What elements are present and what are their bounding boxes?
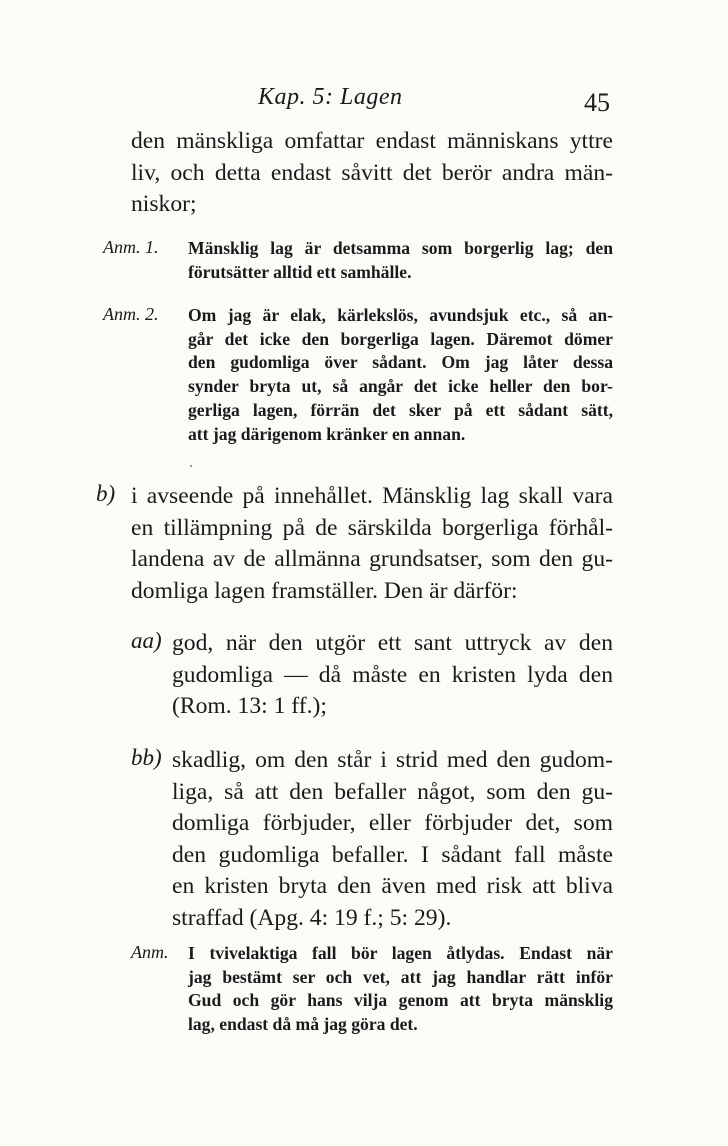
- text-line: den mänskliga omfattar endast människans yttre: [131, 128, 613, 154]
- text-line: straffad (Apg. 4: 19 f.; 5: 29).: [172, 904, 452, 931]
- text-line: i avseende på innehållet. Mänsklig lag skall vara: [131, 483, 613, 509]
- text-line: den gudomliga befaller. I sådant fall måste: [172, 841, 613, 868]
- note-line: gerliga lagen, förrän det sker på ett sådant sätt,: [188, 399, 613, 420]
- note-line: jag bestämt ser och vet, att jag handlar rätt inför: [188, 966, 613, 987]
- note-line: att jag därigenom kränker en annan.: [188, 423, 466, 444]
- text-line: liv, och detta endast såvitt det berör andra män-: [131, 159, 613, 186]
- note-line: I tvivelaktiga fall bör lagen åtlydas. Endast när: [188, 943, 613, 963]
- text-line: landena av de allmänna grundsatser, som den gu-: [131, 546, 613, 572]
- note-line: Om jag är elak, kärlekslös, avundsjuk etc., så an-: [188, 305, 613, 325]
- note-label: Anm. 1.: [103, 237, 159, 257]
- text-line: niskor;: [131, 191, 197, 217]
- text-line: domliga lagen framställer. Den är därför:: [131, 577, 518, 604]
- paragraph-b: [131, 481, 613, 607]
- page-number: 45: [584, 88, 610, 117]
- item-label-b: b): [96, 481, 116, 506]
- text-line: en tillämpning på de särskilda borgerliga förhål-: [131, 514, 613, 541]
- text-line: domliga förbjuder, eller förbjuder det, som: [172, 810, 613, 836]
- text-line: en kristen bryta den även med risk att bliva: [172, 873, 613, 899]
- note-line: synder bryta ut, så angår det icke heller den bor-: [188, 376, 613, 397]
- paragraph-bb: [172, 745, 613, 934]
- paragraph-aa: [172, 628, 613, 723]
- text-line: skadlig, om den står i strid med den gudom-: [172, 747, 613, 773]
- note-line: Gud och gör hans vilja genom att bryta mänsklig: [188, 990, 613, 1011]
- text-line: (Rom. 13: 1 ff.);: [172, 693, 327, 719]
- intro-paragraph: [131, 126, 613, 221]
- chapter-title: Kap. 5: Lagen: [258, 84, 403, 110]
- note-label: Anm.: [131, 942, 169, 962]
- text-line: god, när den utgör ett sant uttryck av den: [172, 630, 613, 656]
- note-label: Anm. 2.: [103, 304, 159, 324]
- ink-speck: [190, 465, 192, 467]
- note-line: den gudomliga över sådant. Om jag låter dessa: [188, 352, 613, 373]
- text-line: liga, så att den befaller något, som den gu-: [172, 778, 613, 805]
- text-line: gudomliga — då måste en kristen lyda den: [172, 661, 613, 688]
- note-2: [188, 304, 613, 446]
- running-header: [0, 84, 728, 118]
- note-line: går det icke den borgerliga lagen. Däremot dömer: [188, 328, 613, 349]
- note-3: [188, 942, 613, 1037]
- note-line: förutsätter alltid ett samhälle.: [188, 261, 412, 282]
- item-label-aa: aa): [131, 628, 162, 653]
- note-line: Mänsklig lag är detsamma som borgerlig lag; den: [188, 238, 613, 258]
- note-1: [188, 237, 613, 284]
- note-line: lag, endast då må jag göra det.: [188, 1014, 418, 1035]
- item-label-bb: bb): [131, 745, 162, 770]
